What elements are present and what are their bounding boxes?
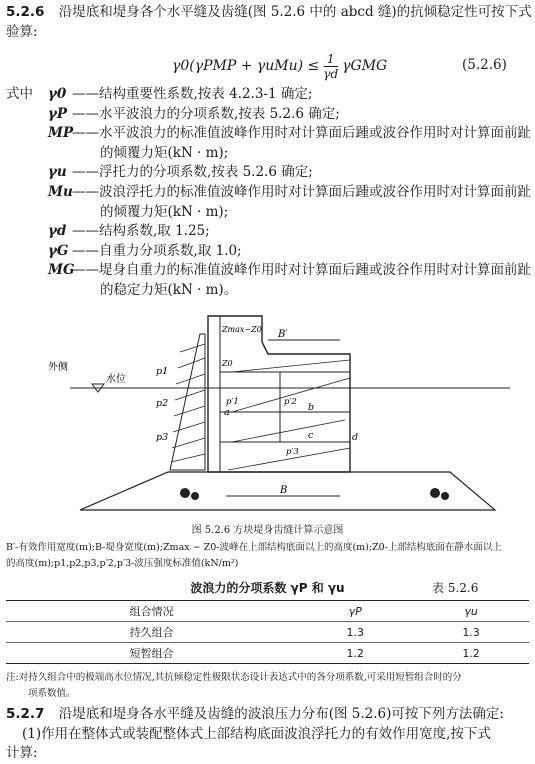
definition-item (48, 106, 340, 123)
breakwater-figure (40, 312, 520, 522)
table-row (6, 643, 529, 664)
definition-text: ——自重力分项系数,取 1.0; (72, 242, 242, 259)
definition-text: 的稳定力矩(kN · m)。 (100, 282, 238, 298)
definition-item (48, 86, 312, 103)
table-cell: 1.3 (413, 622, 529, 643)
point-b-label: b (308, 402, 315, 413)
definition-item (48, 164, 313, 181)
section-text-line2: (1)作用在整体式或装配整体式上部结构底面波浪浮托力的有效作用宽度,按下式 (22, 726, 491, 742)
definition-text: 的倾覆力矩(kN · m); (100, 203, 229, 220)
table-note-line1: 注:对持久组合中的极端高水位情况,其抗倾稳定性极限状态设计表达式中的各分项系数,可采用短暂组合时的分 (6, 672, 462, 683)
point-a-label: a (224, 407, 230, 418)
table-title: 波浪力的分项系数 γP 和 γu (190, 581, 345, 595)
section-number: 5.2.6 (6, 4, 45, 20)
z0-label: Z0 (222, 359, 233, 368)
table-header-cell: γu (413, 601, 529, 622)
b-label: B (280, 485, 288, 496)
point-d-label: d (352, 432, 359, 443)
definition-symbol: Mu (48, 184, 73, 200)
where-label: 式中 (6, 86, 33, 102)
section-text-line1: 沿堤底和堤身各水平缝及齿缝的波浪压力分布(图 5.2.6)可按下列方法确定: (58, 706, 504, 722)
section-5-2-6-heading (6, 4, 532, 21)
table-row (6, 622, 529, 643)
section-text-line1: 沿堤底和堤身各个水平缝及齿缝(图 5.2.6 中的 abcd 缝)的抗倾稳定性可按下式 (58, 4, 532, 20)
definition-symbol: γd (48, 223, 67, 240)
table-cell: 1.2 (297, 643, 413, 664)
definition-item (48, 243, 242, 260)
water-label: 水位 (106, 374, 126, 385)
partial-factor-table (6, 600, 529, 664)
definition-symbol: γG (48, 242, 69, 259)
formula-5-2-6 (172, 48, 387, 84)
definition-symbol: γ0 (48, 86, 67, 102)
definition-symbol: MG (48, 262, 75, 279)
table-cell: 短暂组合 (6, 643, 297, 664)
definition-symbol: γu (48, 164, 67, 181)
section-5-2-7-heading (6, 706, 504, 723)
table-header-cell: γP (297, 601, 413, 622)
definition-symbol: MP (48, 125, 74, 142)
definition-text: ——波浪浮托力的标准值波峰作用时对计算面后踵或波谷作用时对计算面前趾 (72, 184, 531, 200)
pp3-label: p′3 (286, 447, 299, 457)
table-note-line2: 项系数值。 (28, 688, 76, 699)
definition-text: ——水平波浪力的分项系数,按表 5.2.6 确定; (72, 105, 340, 122)
section-text-line2: 验算: (6, 24, 38, 40)
formula-fraction (323, 52, 338, 81)
formula-number: (5.2.6) (462, 57, 507, 73)
section-number: 5.2.7 (6, 706, 45, 722)
definition-text: ——堤身自重力的标准值波峰作用时对计算面后踵或波谷作用时对计算面前趾 (72, 262, 531, 279)
definition-text: 的倾覆力矩(kN · m); (100, 144, 229, 161)
definition-item (48, 223, 210, 240)
table-cell: 1.2 (413, 643, 529, 664)
point-c-label: c (308, 430, 314, 441)
definition-text: ——结构重要性系数,按表 4.2.3-1 确定; (72, 86, 313, 102)
definition-item (48, 145, 228, 162)
p1-label: p1 (156, 366, 169, 377)
definition-item (48, 184, 531, 201)
table-header-cell: 组合情况 (6, 601, 297, 622)
definition-symbol: γP (48, 105, 68, 122)
fraction-numerator: 1 (324, 52, 338, 67)
figure-legend-line1: B′-有效作用宽度(m);B-堤身宽度(m);Zmax − Z0-波峰在上部结构底面以上的高度(m);Z0-上部结构底面在静水面以上 (6, 542, 502, 553)
pp1-label: p′1 (226, 397, 239, 407)
section-text-line3: 计算: (6, 745, 38, 761)
definition-item (48, 204, 228, 221)
figure-legend-line2: 的高度(m);p1,p2,p3,p′2,p′3-波压强度标准值(kN/m²) (6, 558, 239, 569)
outside-label: 外侧 (48, 362, 68, 373)
formula-right: γGMG (342, 58, 388, 74)
bprime-label: B′ (278, 329, 288, 340)
table-cell: 1.3 (297, 622, 413, 643)
fraction-denominator: γd (323, 66, 339, 81)
definition-text: ——水平波浪力的标准值波峰作用时对计算面后踵或波谷作用时对计算面前趾 (72, 125, 531, 142)
figure-caption: 图 5.2.6 方块堤身齿缝计算示意图 (191, 525, 344, 536)
definition-text: ——浮托力的分项系数,按表 5.2.6 确定; (72, 164, 313, 181)
formula-left: γ0(γPMP + γuMu) ≤ (172, 58, 320, 74)
table-header-row (6, 601, 529, 622)
p2-label: p2 (156, 398, 169, 409)
definition-item (48, 262, 531, 279)
table-number: 表 5.2.6 (432, 581, 479, 595)
table-cell: 持久组合 (6, 622, 297, 643)
wave-pressure-diagram (170, 334, 205, 470)
definition-text: ——结构系数,取 1.25; (72, 223, 210, 240)
definition-item (48, 282, 237, 299)
p3-label: p3 (156, 432, 169, 443)
definition-item (48, 125, 531, 142)
pp2-label: p′2 (284, 397, 297, 407)
zmax-label: Zmax−Z0 (222, 325, 262, 334)
